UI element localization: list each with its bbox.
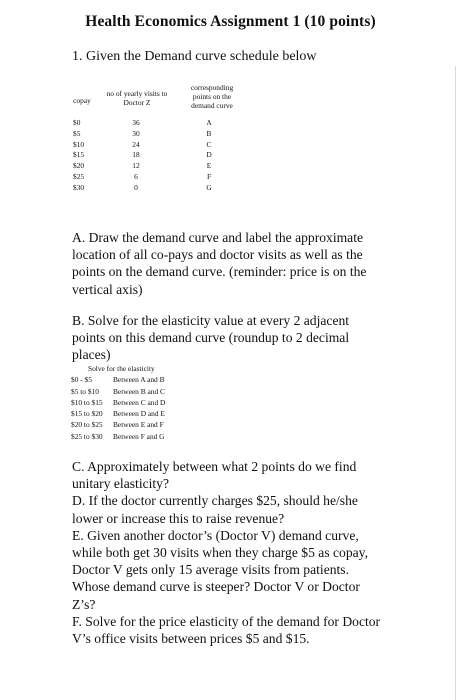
price-range: $5 to $10 — [71, 386, 99, 396]
point-pair: Between E and F — [113, 420, 164, 430]
part-d-paragraph: D. If the doctor currently charges $25, should he/she lower or increase this to raise revenue? — [72, 493, 358, 526]
page-edge-divider — [455, 66, 456, 700]
column-header-points-line1: corresponding — [190, 83, 234, 92]
table-row — [68, 129, 248, 140]
cell-visits: 36 — [132, 118, 140, 127]
list-item — [71, 397, 165, 408]
cell-visits: 12 — [132, 161, 140, 171]
price-range: $25 to $30 — [71, 431, 103, 441]
cell-visits: 0 — [134, 182, 138, 192]
cell-point: E — [206, 161, 212, 171]
table-row — [68, 118, 248, 129]
cell-copay: $20 — [73, 161, 85, 171]
cell-point: F — [206, 171, 212, 181]
page-title: Health Economics Assignment 1 (10 points) — [85, 13, 376, 30]
table-row — [68, 150, 248, 161]
point-pair: Between F and G — [113, 431, 165, 441]
price-range: $10 to $15 — [71, 397, 103, 407]
list-item — [71, 431, 165, 442]
price-range: $20 to $25 — [71, 420, 103, 430]
part-b-text — [72, 312, 384, 364]
list-item — [71, 408, 165, 419]
part-b-paragraph: B. Solve for the elasticity value at every 2 adjacent points on this demand curve (roundup to 2 decimal places) — [72, 313, 350, 363]
point-pair: Between D and E — [113, 409, 165, 419]
table-row — [68, 172, 248, 183]
point-pair: Between B and C — [113, 386, 165, 396]
cell-copay: $15 — [73, 150, 85, 160]
cell-copay: $25 — [73, 171, 85, 181]
list-item — [71, 419, 165, 430]
column-header-visits-line1: no of yearly visits to — [106, 89, 168, 98]
question-1-heading: 1. Given the Demand curve schedule below — [72, 49, 317, 64]
part-c-paragraph: C. Approximately between what 2 points do we find unitary elasticity? — [72, 459, 357, 492]
column-header-points-line3: demand curve — [191, 101, 233, 110]
part-a-paragraph: A. Draw the demand curve and label the approximate location of all co-pays and doctor visits as well as the points on the demand curve. (reminder: price is on the vertical axis) — [72, 230, 367, 297]
cell-copay: $5 — [73, 128, 81, 138]
cell-copay: $30 — [73, 182, 85, 192]
part-a-text — [72, 229, 384, 298]
part-f-paragraph: F. Solve for the price elasticity of the demand for Doctor V’s office visits between prices $5 and $15. — [72, 613, 381, 647]
part-e-paragraph: E. Given another doctor’s (Doctor V) demand curve, while both get 30 visits when they charge $5 as copay, Doctor V gets only 15 average visits from patients. Whose demand curve is steeper? Doctor V or Doctor Z’s? — [72, 527, 368, 612]
cell-point: D — [206, 150, 212, 160]
price-range: $0 - $5 — [71, 375, 92, 385]
column-header-visits-line2: Doctor Z — [123, 98, 151, 107]
parts-c-to-f — [72, 458, 384, 647]
cell-point: B — [206, 128, 212, 138]
column-header-copay: copay — [73, 96, 91, 105]
price-range: $15 to $20 — [71, 409, 103, 419]
cell-point: G — [206, 182, 212, 192]
column-header-points — [176, 83, 248, 110]
cell-visits: 24 — [132, 139, 140, 149]
cell-point: C — [206, 139, 212, 149]
table-body — [68, 118, 248, 194]
cell-copay: $0 — [73, 118, 81, 127]
elasticity-list — [71, 363, 165, 442]
cell-visits: 30 — [132, 128, 140, 138]
table-row — [68, 140, 248, 151]
table-row — [68, 161, 248, 172]
list-item — [71, 386, 165, 397]
column-header-points-line2: points on the — [192, 92, 232, 101]
cell-point: A — [206, 118, 212, 127]
column-header-visits — [100, 89, 174, 107]
cell-visits: 6 — [134, 171, 138, 181]
cell-visits: 18 — [132, 150, 140, 160]
table-row — [68, 183, 248, 194]
point-pair: Between A and B — [113, 375, 165, 385]
point-pair: Between C and D — [113, 397, 166, 407]
cell-copay: $10 — [73, 139, 85, 149]
list-item — [71, 374, 165, 385]
elasticity-list-heading: Solve for the elasticity — [88, 364, 155, 373]
